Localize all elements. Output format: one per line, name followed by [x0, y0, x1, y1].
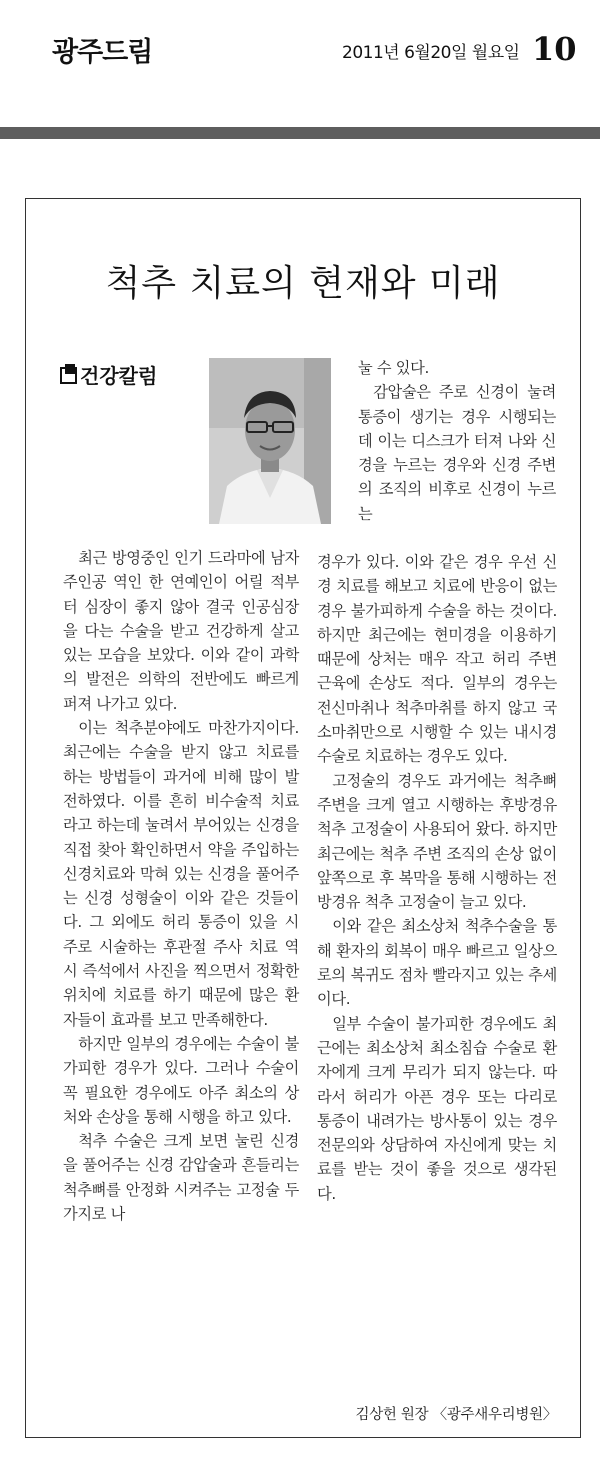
article-column-right: [317, 550, 557, 1206]
newspaper-logo: 광주드림: [52, 37, 153, 68]
issue-date: 2011년 6월20일 월요일: [342, 43, 520, 63]
author-photo: [209, 358, 331, 524]
column-tag: [60, 360, 157, 389]
masthead: [0, 0, 600, 140]
article-headline: 척추 치료의 현재와 미래: [105, 263, 501, 304]
article-column-right-top: [358, 356, 556, 526]
column-marker-icon: [60, 367, 77, 384]
paragraph: 고정술의 경우도 과거에는 척추뼈 주변을 크게 열고 시행하는 후방경유 척추 고정술이 사용되어 왔다. 하지만 최근에는 척추 주변 조직의 손상 없이 앞쪽으로 후 복막을 통해 시행하는 전방경유 척추 고정술이 늘고 있다.: [317, 771, 557, 912]
paragraph: 경우가 있다. 이와 같은 경우 우선 신경 치료를 해보고 치료에 반응이 없는 경우 불가피하게 수술을 하는 것이다. 하지만 최근에는 현미경을 이용하기 때문에 상처는 매우 작고 허리 주변 근육에 손상도 적다. 일부의 경우는 전신마취나 척추마취를 하지 않고 국소마취만으로 시행할 수 있는 내시경 수술로 치료하는 경우도 있다.: [317, 553, 557, 766]
paragraph: 눌 수 있다.: [358, 359, 430, 377]
paragraph: 최근 방영중인 인기 드라마에 남자 주인공 역인 한 연예인이 어릴 적부터 심장이 좋지 않아 결국 인공심장을 다는 수술을 받고 건강하게 살고 있는 모습을 보았다. 이와 같이 과학의 발전은 의학의 전반에도 빠르게 퍼져 나가고 있다.: [63, 549, 299, 713]
paragraph: 하지만 일부의 경우에는 수술이 불가피한 경우가 있다. 그러나 수술이 꼭 필요한 경우에도 아주 최소의 상처와 손상을 통해 시행을 하고 있다.: [63, 1034, 299, 1126]
header-rule: [0, 127, 600, 139]
author-byline: 김상헌 원장 〈광주새우리병원〉: [355, 1407, 557, 1423]
article-column-left: [63, 546, 299, 1226]
paragraph: 이는 척추분야에도 마찬가지이다. 최근에는 수술을 받지 않고 치료를 하는 방법들이 과거에 비해 많이 발전하였다. 이를 흔히 비수술적 치료라고 하는데 눌려서 부어있는 신경을 직접 찾아 확인하면서 약을 주입하는 신경치료와 막혀 있는 신경을 풀어주는 신경 성형술이 이와 같은 것들이다. 그 외에도 허리 통증이 있을 시 주로 시술하는 후관절 주사 치료 역시 즉석에서 사진을 찍으면서 정확한 위치에 치료를 하기 때문에 많은 환자들이 효과를 보고 만족해한다.: [63, 719, 299, 1029]
paragraph: 척추 수술은 크게 보면 눌린 신경을 풀어주는 신경 감압술과 흔들리는 척추뼈를 안정화 시켜주는 고정술 두 가지로 나: [63, 1132, 299, 1224]
column-tag-label: 건강칼럼: [80, 364, 158, 388]
paragraph: 일부 수술이 불가피한 경우에도 최근에는 최소상처 최소침습 수술로 환자에게 크게 무리가 되지 않는다. 따라서 허리가 아픈 경우 또는 다리로 통증이 내려가는 방사통이 있는 경우 전문의와 상담하여 자신에게 맞는 치료를 받는 것이 좋을 것으로 생각된다.: [317, 1014, 557, 1203]
page-number: 10: [532, 30, 577, 68]
paragraph: 감압술은 주로 신경이 눌려 통증이 생기는 경우 시행되는데 이는 디스크가 터져 나와 신경을 누르는 경우와 신경 주변의 조직의 비후로 신경이 누르는: [358, 383, 556, 523]
paragraph: 이와 같은 최소상처 척추수술을 통해 환자의 회복이 매우 빠르고 일상으로의 복귀도 점차 빨라지고 있는 추세이다.: [317, 917, 557, 1009]
